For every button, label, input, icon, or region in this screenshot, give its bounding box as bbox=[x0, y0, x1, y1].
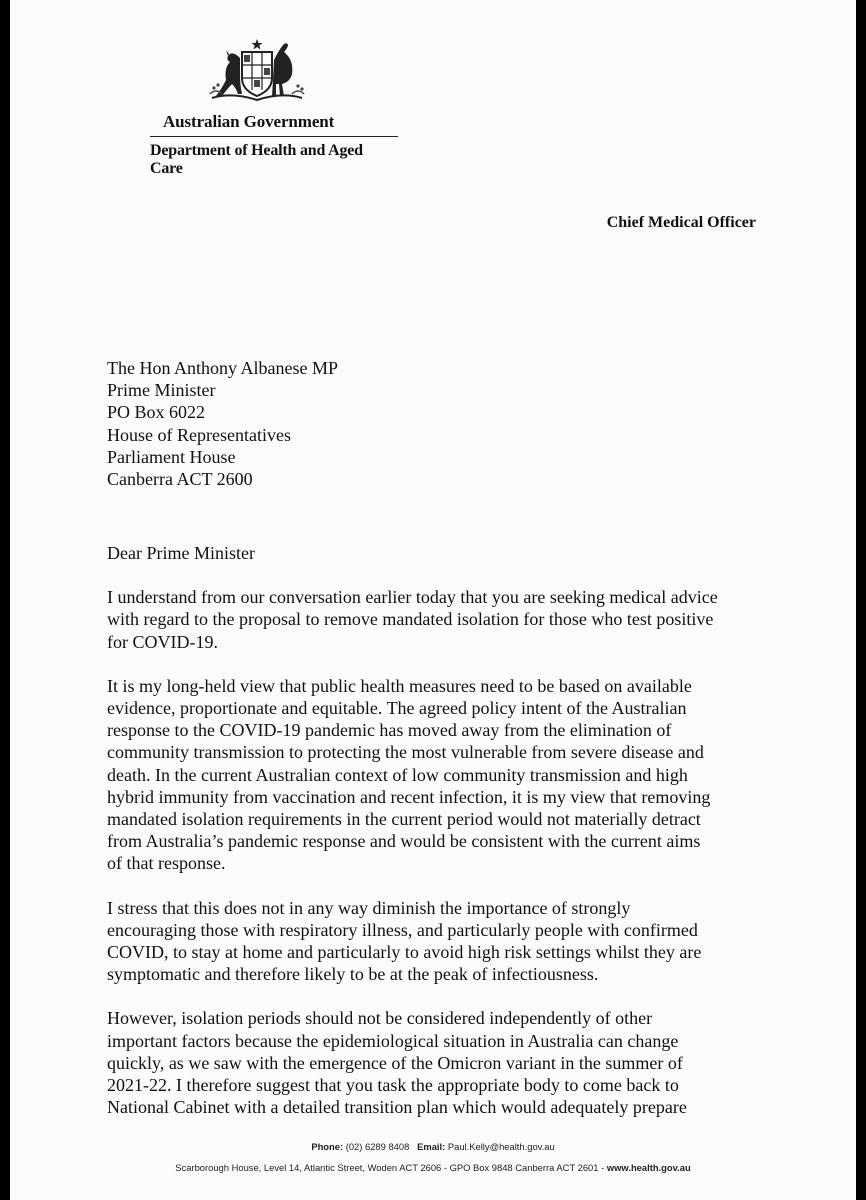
paragraph-line: for COVID-19. bbox=[107, 631, 218, 652]
phone-label: Phone: bbox=[311, 1141, 344, 1152]
paragraph-line: I stress that this does not in any way diminish the importance of strongly bbox=[107, 897, 631, 918]
paragraph-line: important factors because the epidemiological situation in Australia can change bbox=[107, 1030, 679, 1051]
paragraph-line: mandated isolation requirements in the current period would not materially detract bbox=[107, 809, 701, 830]
letter-page bbox=[10, 0, 856, 1200]
paragraph-line: quickly, as we saw with the emergence of the Omicron variant in the summer of bbox=[107, 1052, 683, 1073]
paragraph-line: COVID, to stay at home and particularly to avoid high risk settings whilst they are bbox=[107, 942, 702, 963]
paragraph-line: It is my long-held view that public health measures need to be based on available bbox=[107, 675, 692, 696]
paragraph bbox=[107, 675, 777, 875]
paragraph-line: from Australia’s pandemic response and would be consistent with the current aims bbox=[107, 831, 701, 852]
paragraph-line: 2021-22. I therefore suggest that you task the appropriate body to come back to bbox=[107, 1075, 679, 1096]
postal-address: Scarborough House, Level 14, Atlantic Street, Woden ACT 2606 - GPO Box 9848 Canberra ACT 2601 - bbox=[175, 1162, 605, 1173]
letter-body bbox=[107, 542, 777, 1140]
paragraph bbox=[107, 897, 777, 986]
government-name: Australian Government bbox=[163, 112, 335, 131]
paragraph-line: However, isolation periods should not be considered independently of other bbox=[107, 1008, 653, 1029]
address-line: Parliament House bbox=[107, 446, 236, 467]
address-line: The Hon Anthony Albanese MP bbox=[107, 358, 338, 378]
paragraph-line: with regard to the proposal to remove mandated isolation for those who test positive bbox=[107, 609, 714, 630]
phone-number: (02) 6289 8408 bbox=[345, 1141, 410, 1152]
letterhead bbox=[150, 38, 398, 178]
footer-address bbox=[10, 1157, 856, 1178]
paragraph-line: death. In the current Australian context of low community transmission and high bbox=[107, 764, 688, 785]
coat-of-arms-crest-icon bbox=[202, 38, 312, 106]
address-line: Prime Minister bbox=[107, 380, 216, 401]
website-link[interactable]: www.health.gov.au bbox=[606, 1162, 691, 1173]
paragraph-line: I understand from our conversation earlier today that you are seeking medical advice bbox=[107, 587, 718, 608]
paragraph bbox=[107, 1007, 777, 1118]
letterhead-divider bbox=[150, 136, 398, 137]
email-address[interactable]: Paul.Kelly@health.gov.au bbox=[447, 1141, 555, 1152]
paragraph-line: hybrid immunity from vaccination and recent infection, it is my view that removing bbox=[107, 786, 711, 807]
paragraph bbox=[107, 586, 777, 653]
paragraph-line: community transmission to protecting the most vulnerable from severe disease and bbox=[107, 742, 704, 763]
address-line: Canberra ACT 2600 bbox=[107, 469, 253, 490]
email-label: Email: bbox=[417, 1141, 446, 1152]
letter-footer bbox=[10, 1136, 856, 1178]
address-line: PO Box 6022 bbox=[107, 402, 206, 423]
paragraph-line: evidence, proportionate and equitable. The agreed policy intent of the Australian bbox=[107, 698, 687, 719]
paragraph-line: symptomatic and therefore likely to be at the peak of infectiousness. bbox=[107, 964, 599, 985]
paragraph-line: National Cabinet with a detailed transition plan which would adequately prepare bbox=[107, 1097, 687, 1118]
paragraph-line: of that response. bbox=[107, 853, 226, 874]
office-title: Chief Medical Officer bbox=[606, 214, 756, 231]
salutation: Dear Prime Minister bbox=[107, 543, 255, 563]
department-name: Department of Health and Aged Care bbox=[150, 142, 363, 177]
footer-contact bbox=[10, 1136, 856, 1157]
recipient-address bbox=[107, 357, 338, 490]
paragraph-line: encouraging those with respiratory illness, and particularly people with confirmed bbox=[107, 919, 698, 940]
paragraph-line: response to the COVID-19 pandemic has moved away from the elimination of bbox=[107, 720, 672, 741]
address-line: House of Representatives bbox=[107, 424, 291, 445]
